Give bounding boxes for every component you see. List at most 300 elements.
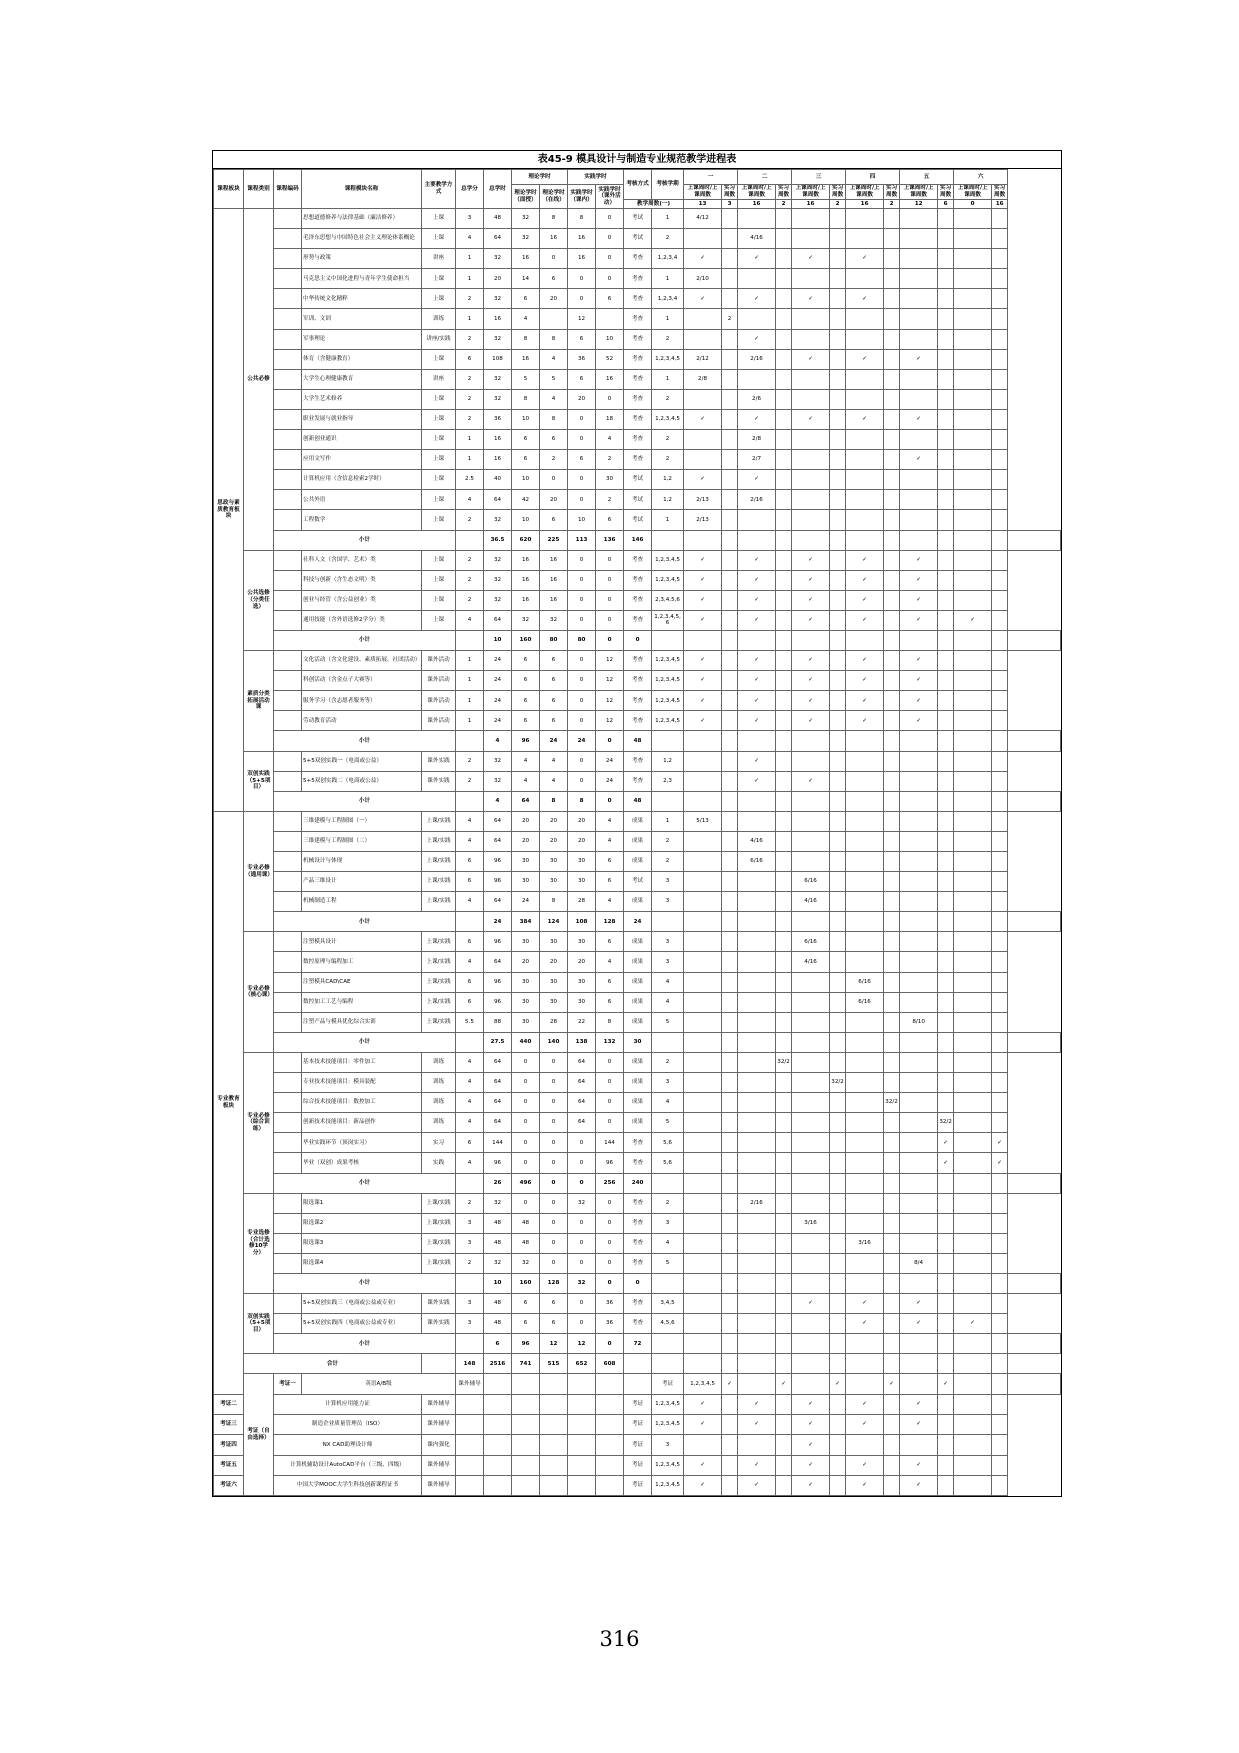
header-semester-3: 三 (792, 170, 846, 185)
semester-intern-cell (938, 1415, 954, 1435)
semester-lesson-cell (884, 530, 900, 550)
semester-intern-cell (938, 952, 954, 972)
semester-lesson-cell (792, 269, 830, 289)
total-hours: 32 (484, 590, 512, 610)
exam-method: 成果 (624, 1073, 652, 1093)
semester-lesson-cell (938, 731, 954, 751)
total-hours: 96 (484, 992, 512, 1012)
course-code (274, 651, 302, 671)
semester-intern-cell (884, 1435, 900, 1455)
semester-lesson-cell (954, 510, 992, 530)
semester-intern-cell (938, 852, 954, 872)
semester-intern-cell (776, 1455, 792, 1475)
semester-intern-cell (722, 1455, 738, 1475)
certificate-row (214, 1455, 1061, 1475)
practice-in: 652 (568, 1354, 596, 1374)
semester-intern-cell (884, 852, 900, 872)
total-hours: 32 (484, 570, 512, 590)
semester-lesson-cell: ✓ (792, 289, 830, 309)
total-hours: 32 (484, 389, 512, 409)
theory-online: 515 (540, 1354, 568, 1374)
semester-lesson-cell (684, 1294, 722, 1314)
semester-intern-cell (830, 249, 846, 269)
semester-intern-cell (792, 1374, 830, 1394)
exam-term: 3 (652, 872, 684, 892)
semester-lesson-cell (846, 1113, 884, 1133)
total-credits: 3 (456, 1294, 484, 1314)
semester-lesson-cell (884, 1334, 900, 1354)
semester-intern-cell (954, 1173, 992, 1193)
subtotal-label: 小计 (274, 530, 456, 550)
exam-method: 考查 (624, 1294, 652, 1314)
exam-method: 考查 (624, 309, 652, 329)
teaching-method: 上课 (422, 550, 456, 570)
semester-lesson-cell (738, 1253, 776, 1273)
semester-lesson-cell (830, 1334, 846, 1354)
total-hours: 620 (512, 530, 540, 550)
semester-intern-cell (992, 1314, 1008, 1334)
semester-lesson-cell (900, 249, 938, 269)
semester-lesson-cell: ✓ (738, 590, 776, 610)
semester-lesson-cell (938, 630, 954, 650)
semester-intern-cell (722, 570, 738, 590)
semester-lesson-cell (900, 289, 938, 309)
table-title: 表45-9 模具设计与制造专业规范教学进程表 (213, 151, 1061, 169)
semester-lesson-cell (684, 1133, 722, 1153)
semester-lesson-cell: ✓ (900, 1314, 938, 1334)
practice-in (568, 1415, 596, 1435)
total-credits: 4 (456, 892, 484, 912)
header-exam-term: 考核学期 (652, 170, 684, 200)
semester-lesson-cell: 2/16 (738, 490, 776, 510)
exam-term: 1,2,3,4,5 (652, 349, 684, 369)
semester-lesson-cell (792, 831, 830, 851)
semester-lesson-cell: ✓ (846, 711, 884, 731)
practice-in: 0 (568, 771, 596, 791)
course-code (274, 1294, 302, 1314)
semester-lesson-cell (900, 1435, 938, 1455)
semester-intern-cell (992, 1093, 1008, 1113)
semester-lesson-cell: ✓ (792, 590, 830, 610)
total-credits: 4 (484, 731, 512, 751)
semester-intern-cell (938, 389, 954, 409)
exam-method (652, 630, 684, 650)
semester-lesson-cell (792, 389, 830, 409)
semester-lesson-cell (722, 530, 738, 550)
total-credits: 4 (456, 610, 484, 630)
practice-out (596, 1435, 624, 1455)
semester-intern-cell (938, 249, 954, 269)
practice-out: 4 (596, 952, 624, 972)
semester-lesson-cell: ✓ (792, 1455, 830, 1475)
semester-intern-cell (776, 229, 792, 249)
theory-online: 16 (540, 550, 568, 570)
semester-lesson-cell (954, 852, 992, 872)
semester-intern-cell: ✓ (992, 1153, 1008, 1173)
practice-out: 0 (596, 1233, 624, 1253)
exam-method: 考查 (624, 389, 652, 409)
semester-lesson-cell: ✓ (846, 570, 884, 590)
semester-lesson-cell (900, 751, 938, 771)
semester-intern-cell (776, 329, 792, 349)
semester-lesson-cell: ✓ (900, 1394, 938, 1414)
exam-term: 2 (652, 329, 684, 349)
semester-lesson-cell: ✓ (684, 711, 722, 731)
semester-intern-cell (830, 1435, 846, 1455)
semester-intern-cell (938, 430, 954, 450)
course-code (274, 510, 302, 530)
semester-intern-cell (938, 1294, 954, 1314)
semester-lesson-cell (792, 992, 830, 1012)
total-credits: 3 (456, 1233, 484, 1253)
semester-lesson-cell: ✓ (684, 691, 722, 711)
subtotal-label: 小计 (274, 1273, 456, 1293)
total-credits: 1 (456, 430, 484, 450)
course-code (274, 229, 302, 249)
theory-online: 8 (540, 892, 568, 912)
semester-lesson-cell (684, 1233, 722, 1253)
semester-intern-cell (900, 1334, 938, 1354)
exam-term (684, 1273, 722, 1293)
course-name: 应用文写作 (302, 450, 422, 470)
semester-intern-cell (830, 1113, 846, 1133)
exam-method (652, 530, 684, 550)
semester-lesson-cell (722, 1032, 738, 1052)
semester-intern-cell (992, 329, 1008, 349)
semester-lesson-cell (830, 1032, 846, 1052)
course-name: 科技与创新（含生态文明）类 (302, 570, 422, 590)
total-credits (456, 1415, 484, 1435)
course-code (274, 289, 302, 309)
semester-lesson-cell: 2/16 (738, 1193, 776, 1213)
total-credits: 26 (484, 1173, 512, 1193)
theory-offline: 0 (512, 1133, 540, 1153)
teaching-method: 讲座/实践 (422, 329, 456, 349)
semester-intern-cell (830, 711, 846, 731)
course-code (274, 1113, 302, 1133)
semester-lesson-cell: ✓ (738, 329, 776, 349)
semester-lesson-cell (954, 972, 992, 992)
practice-out: 6 (596, 872, 624, 892)
theory-online: 20 (540, 952, 568, 972)
practice-out: 146 (624, 530, 652, 550)
course-code (274, 771, 302, 791)
semester-intern-cell (722, 590, 738, 610)
course-code (274, 590, 302, 610)
theory-online: 0 (540, 470, 568, 490)
semester-lesson-cell: ✓ (738, 409, 776, 429)
semester-lesson-cell: 6/16 (738, 852, 776, 872)
semester-intern-cell (846, 1273, 884, 1293)
practice-in: 128 (596, 912, 624, 932)
practice-in: 10 (568, 510, 596, 530)
semester-intern-cell (884, 269, 900, 289)
semester-lesson-cell: ✓ (900, 450, 938, 470)
course-row (214, 992, 1061, 1012)
teaching-method: 上课/实践 (422, 1213, 456, 1233)
practice-out (596, 309, 624, 329)
theory-online: 5 (540, 369, 568, 389)
total-credits: 2 (456, 771, 484, 791)
course-name: 科创活动（含金点子大赛等） (302, 671, 422, 691)
semester-intern-cell (776, 1314, 792, 1334)
exam-term: 1,2,3,4,5 (652, 1455, 684, 1475)
semester-intern-cell (830, 329, 846, 349)
semester-intern-cell (830, 1193, 846, 1213)
semester-intern-cell (992, 550, 1008, 570)
teaching-method: 上课 (422, 289, 456, 309)
theory-offline: 30 (512, 872, 540, 892)
semester-lesson-cell (938, 1173, 954, 1193)
total-hours (484, 1394, 512, 1414)
semester-intern-cell (722, 1193, 738, 1213)
semester-lesson-cell (900, 952, 938, 972)
practice-out: 18 (596, 409, 624, 429)
practice-in: 0 (568, 1233, 596, 1253)
exam-term: 1,2,3,4 (652, 249, 684, 269)
semester-lesson-cell (900, 209, 938, 229)
semester-intern-cell (992, 470, 1008, 490)
exam-method: 考查 (624, 590, 652, 610)
teaching-method: 上课/实践 (422, 852, 456, 872)
semester-lesson-cell (954, 369, 992, 389)
total-credits: 2 (456, 550, 484, 570)
total-hours: 88 (484, 1012, 512, 1032)
theory-offline: 30 (512, 992, 540, 1012)
semester-lesson-cell (938, 530, 954, 550)
semester-intern-cell (884, 389, 900, 409)
header-semester-4: 四 (846, 170, 900, 185)
exam-term: 1 (652, 309, 684, 329)
semester-lesson-cell (900, 1073, 938, 1093)
practice-out: 0 (596, 389, 624, 409)
theory-offline: 140 (540, 1032, 568, 1052)
semester-intern-cell (830, 409, 846, 429)
semester-intern-cell (884, 1233, 900, 1253)
semester-intern-cell (938, 771, 954, 791)
semester-intern-cell (776, 309, 792, 329)
semester-lesson-cell (954, 1052, 992, 1072)
semester-intern-cell (830, 269, 846, 289)
certificate-row (214, 1374, 1061, 1394)
week-count: 3 (722, 200, 738, 209)
semester-lesson-cell: ✓ (900, 550, 938, 570)
teaching-method (456, 630, 484, 650)
semester-intern-cell (938, 590, 954, 610)
semester-intern-cell (884, 209, 900, 229)
semester-intern-cell (938, 1233, 954, 1253)
theory-online: 8 (540, 409, 568, 429)
semester-intern-cell (992, 590, 1008, 610)
theory-online: 0 (568, 1173, 596, 1193)
total-credits: 10 (484, 630, 512, 650)
teaching-method: 课外辅导 (422, 1475, 456, 1495)
semester-lesson-cell (684, 229, 722, 249)
total-hours: 496 (512, 1173, 540, 1193)
semester-lesson-cell (776, 912, 792, 932)
practice-out: 0 (596, 1073, 624, 1093)
semester-lesson-cell (954, 1213, 992, 1233)
semester-lesson-cell: ✓ (684, 289, 722, 309)
semester-intern-cell (992, 1233, 1008, 1253)
practice-out: 6 (596, 972, 624, 992)
semester-intern-cell (992, 1113, 1008, 1133)
practice-out: 4 (596, 811, 624, 831)
category-cell: 专业必修（核心课） (244, 932, 274, 1053)
theory-offline: 30 (512, 852, 540, 872)
total-hours: 96 (512, 1334, 540, 1354)
header-semester-1: 一 (684, 170, 738, 185)
practice-in: 0 (568, 1294, 596, 1314)
semester-lesson-cell: 6/16 (846, 972, 884, 992)
semester-intern-cell (992, 369, 1008, 389)
semester-intern-cell (830, 550, 846, 570)
semester-lesson-cell: ✓ (792, 671, 830, 691)
theory-offline: 6 (512, 671, 540, 691)
theory-online: 113 (568, 530, 596, 550)
teaching-method: 课外实践 (422, 1314, 456, 1334)
semester-lesson-cell (884, 630, 900, 650)
semester-intern-cell (830, 570, 846, 590)
practice-in: 0 (568, 1153, 596, 1173)
course-name: 基本技术技能项目：零件加工 (302, 1052, 422, 1072)
course-code (274, 349, 302, 369)
semester-lesson-cell (900, 1193, 938, 1213)
course-row (214, 1073, 1061, 1093)
teaching-method: 课外实践 (422, 771, 456, 791)
total-credits: 10 (484, 1273, 512, 1293)
semester-intern-cell (884, 872, 900, 892)
semester-lesson-cell: ✓ (684, 550, 722, 570)
total-credits: 4 (456, 1052, 484, 1072)
semester-lesson-cell (938, 791, 954, 811)
semester-lesson-cell: ✓ (900, 1455, 938, 1475)
semester-intern-cell (830, 430, 846, 450)
total-hours: 32 (484, 249, 512, 269)
semester-lesson-cell: ✓ (846, 1415, 884, 1435)
header-hours: 总学时 (484, 170, 512, 209)
subtotal-label: 小计 (274, 630, 456, 650)
semester-intern-cell (938, 490, 954, 510)
semester-intern-cell (722, 1415, 738, 1435)
semester-lesson-cell (684, 1113, 722, 1133)
semester-intern-cell (900, 912, 938, 932)
semester-intern-cell (776, 831, 792, 851)
semester-intern-cell (1008, 630, 1061, 650)
teaching-schedule-sheet (212, 150, 1062, 1497)
semester-intern-cell (830, 952, 846, 972)
semester-intern-cell (884, 992, 900, 1012)
semester-intern-cell (792, 791, 830, 811)
semester-intern-cell (722, 872, 738, 892)
semester-intern-cell (776, 852, 792, 872)
semester-intern-cell (830, 671, 846, 691)
exam-method: 考查 (624, 771, 652, 791)
theory-online (540, 1455, 568, 1475)
total-credits (456, 1435, 484, 1455)
exam-term: 1,2,3,4,5 (652, 1415, 684, 1435)
practice-in: 0 (596, 630, 624, 650)
semester-intern-cell (954, 1334, 992, 1354)
module-cell: 专业教育板块 (214, 811, 244, 1394)
course-row (214, 550, 1061, 570)
exam-method: 考查 (624, 1133, 652, 1153)
exam-method: 考查 (624, 269, 652, 289)
theory-offline: 225 (540, 530, 568, 550)
semester-intern-cell (884, 811, 900, 831)
semester-intern-cell (884, 1415, 900, 1435)
semester-lesson-cell (684, 450, 722, 470)
practice-out: 0 (596, 249, 624, 269)
theory-online: 6 (540, 1314, 568, 1334)
theory-offline: 128 (540, 1273, 568, 1293)
semester-lesson-cell (792, 1052, 830, 1072)
semester-lesson-cell (954, 1455, 992, 1475)
semester-lesson-cell (954, 1012, 992, 1032)
semester-intern-cell (938, 229, 954, 249)
semester-intern-cell (792, 731, 830, 751)
semester-intern-cell (938, 209, 954, 229)
semester-lesson-cell (900, 1093, 938, 1113)
total-hours: 16 (484, 309, 512, 329)
semester-lesson-cell (738, 1153, 776, 1173)
semester-lesson-cell (792, 309, 830, 329)
semester-lesson-cell: ✓ (900, 349, 938, 369)
semester-intern-cell (884, 952, 900, 972)
semester-lesson-cell (846, 1133, 884, 1153)
semester-intern-cell (1008, 1374, 1061, 1394)
semester-intern-cell (776, 209, 792, 229)
semester-lesson-cell (900, 1233, 938, 1253)
semester-intern-cell (884, 409, 900, 429)
semester-lesson-cell (738, 1012, 776, 1032)
exam-method: 考查 (624, 369, 652, 389)
semester-lesson-cell (684, 872, 722, 892)
semester-lesson-cell (684, 329, 722, 349)
total-hours: 16 (484, 430, 512, 450)
total-hours: 20 (484, 269, 512, 289)
semester-intern-cell (776, 510, 792, 530)
semester-lesson-cell (846, 771, 884, 791)
semester-intern-cell (938, 751, 954, 771)
semester-lesson-cell (738, 1052, 776, 1072)
exam-method: 成果 (624, 811, 652, 831)
theory-offline: 48 (512, 1233, 540, 1253)
theory-offline: 32 (512, 229, 540, 249)
semester-lesson-cell (938, 1273, 954, 1293)
semester-intern-cell (884, 751, 900, 771)
exam-term: 3,4,5 (652, 1294, 684, 1314)
semester-intern-cell (992, 892, 1008, 912)
semester-lesson-cell (992, 791, 1008, 811)
semester-lesson-cell: 2/8 (684, 369, 722, 389)
total-credits: 2.5 (456, 470, 484, 490)
semester-lesson-cell (830, 731, 846, 751)
semester-intern-cell: 32/2 (776, 1052, 792, 1072)
theory-online: 0 (540, 1052, 568, 1072)
theory-online: 30 (540, 992, 568, 1012)
exam-term: 5 (652, 1253, 684, 1273)
theory-offline: 16 (512, 249, 540, 269)
semester-intern-cell (776, 771, 792, 791)
semester-intern-cell (776, 610, 792, 630)
course-code (274, 831, 302, 851)
theory-offline: 8 (512, 329, 540, 349)
total-credits: 6 (456, 349, 484, 369)
semester-lesson-cell (792, 329, 830, 349)
semester-intern-cell (938, 450, 954, 470)
semester-intern-cell (884, 1133, 900, 1153)
